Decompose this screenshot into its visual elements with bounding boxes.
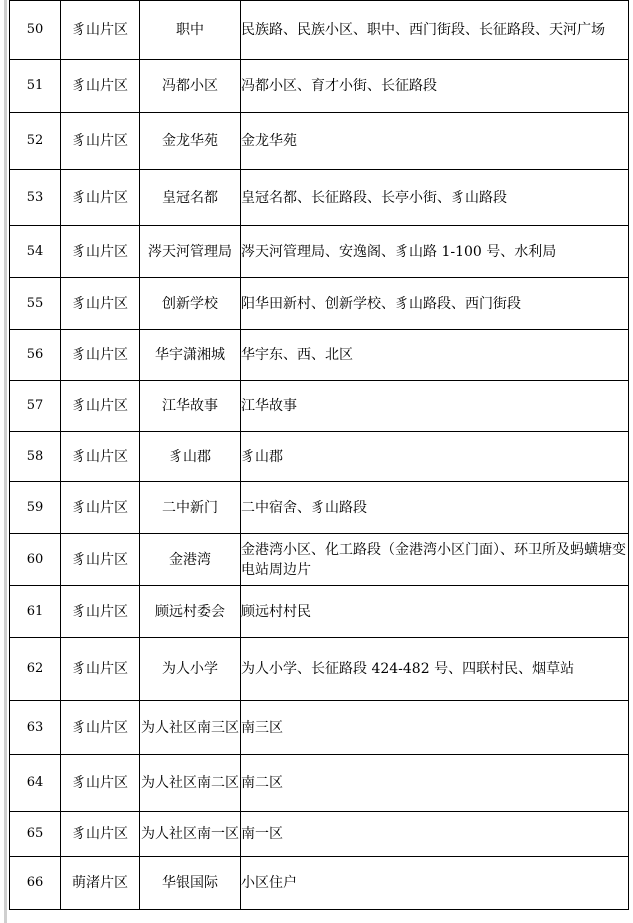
coverage-area-cell: 涔天河管理局、安逸阁、豸山路 1-100 号、水利局 [241,226,629,278]
district-cell: 豸山片区 [61,381,140,432]
site-name-cell: 职中 [140,1,241,60]
district-cell: 豸山片区 [61,278,140,330]
coverage-area-cell: 小区住户 [241,857,629,910]
row-number: 60 [10,534,61,586]
coverage-area-cell: 金港湾小区、化工路段（金港湾小区门面）、环卫所及蚂蟥塘变电站周边片 [241,534,629,586]
table-row [10,432,629,482]
table-row [10,755,629,812]
row-number: 58 [10,432,61,482]
table-row [10,638,629,701]
coverage-area-cell: 南一区 [241,812,629,857]
district-cell: 豸山片区 [61,170,140,226]
row-number: 65 [10,812,61,857]
coverage-area-cell: 为人小学、长征路段 424-482 号、四联村民、烟草站 [241,638,629,701]
district-cell: 豸山片区 [61,226,140,278]
row-number: 56 [10,330,61,381]
district-cell: 萌渚片区 [61,857,140,910]
coverage-area-cell: 金龙华苑 [241,113,629,170]
site-name-cell: 金港湾 [140,534,241,586]
site-name-cell: 为人社区南三区 [140,701,241,755]
row-number: 59 [10,482,61,534]
site-name-cell: 创新学校 [140,278,241,330]
row-number: 57 [10,381,61,432]
table-row [10,60,629,113]
site-name-cell: 皇冠名都 [140,170,241,226]
district-cell: 豸山片区 [61,534,140,586]
site-name-cell: 冯都小区 [140,60,241,113]
table-row [10,330,629,381]
row-number: 64 [10,755,61,812]
table-row [10,812,629,857]
coverage-area-cell: 阳华田新村、创新学校、豸山路段、西门街段 [241,278,629,330]
table-row [10,482,629,534]
table-row [10,857,629,910]
site-name-cell: 华银国际 [140,857,241,910]
district-cell: 豸山片区 [61,701,140,755]
row-number: 55 [10,278,61,330]
row-number: 54 [10,226,61,278]
district-cell: 豸山片区 [61,755,140,812]
site-name-cell: 二中新门 [140,482,241,534]
table-row [10,170,629,226]
district-cell: 豸山片区 [61,330,140,381]
site-name-cell: 为人社区南二区 [140,755,241,812]
table-row [10,226,629,278]
table-row [10,1,629,60]
row-number: 51 [10,60,61,113]
district-cell: 豸山片区 [61,638,140,701]
coverage-area-cell: 江华故事 [241,381,629,432]
coverage-area-cell: 冯都小区、育才小街、长征路段 [241,60,629,113]
row-number: 61 [10,586,61,638]
district-cell: 豸山片区 [61,60,140,113]
site-name-cell: 江华故事 [140,381,241,432]
site-name-cell: 涔天河管理局 [140,226,241,278]
coverage-area-cell: 皇冠名都、长征路段、长亭小街、豸山路段 [241,170,629,226]
site-name-cell: 华宇潇湘城 [140,330,241,381]
district-cell: 豸山片区 [61,812,140,857]
table-row [10,534,629,586]
table-row [10,586,629,638]
table-row [10,113,629,170]
table-row [10,701,629,755]
row-number: 66 [10,857,61,910]
site-table [9,0,629,910]
district-cell: 豸山片区 [61,432,140,482]
site-name-cell: 为人社区南一区 [140,812,241,857]
coverage-area-cell: 豸山郡 [241,432,629,482]
row-number: 52 [10,113,61,170]
row-number: 50 [10,1,61,60]
site-name-cell: 金龙华苑 [140,113,241,170]
site-name-cell: 顾远村委会 [140,586,241,638]
coverage-area-cell: 顾远村村民 [241,586,629,638]
table-row [10,278,629,330]
district-cell: 豸山片区 [61,113,140,170]
site-name-cell: 豸山郡 [140,432,241,482]
coverage-area-cell: 民族路、民族小区、职中、西门街段、长征路段、天河广场 [241,1,629,60]
district-cell: 豸山片区 [61,586,140,638]
table-row [10,381,629,432]
page-edge-mark [4,0,7,923]
row-number: 63 [10,701,61,755]
coverage-area-cell: 南三区 [241,701,629,755]
row-number: 62 [10,638,61,701]
row-number: 53 [10,170,61,226]
district-cell: 豸山片区 [61,1,140,60]
coverage-area-cell: 二中宿舍、豸山路段 [241,482,629,534]
coverage-area-cell: 南二区 [241,755,629,812]
coverage-area-cell: 华宇东、西、北区 [241,330,629,381]
district-cell: 豸山片区 [61,482,140,534]
site-name-cell: 为人小学 [140,638,241,701]
